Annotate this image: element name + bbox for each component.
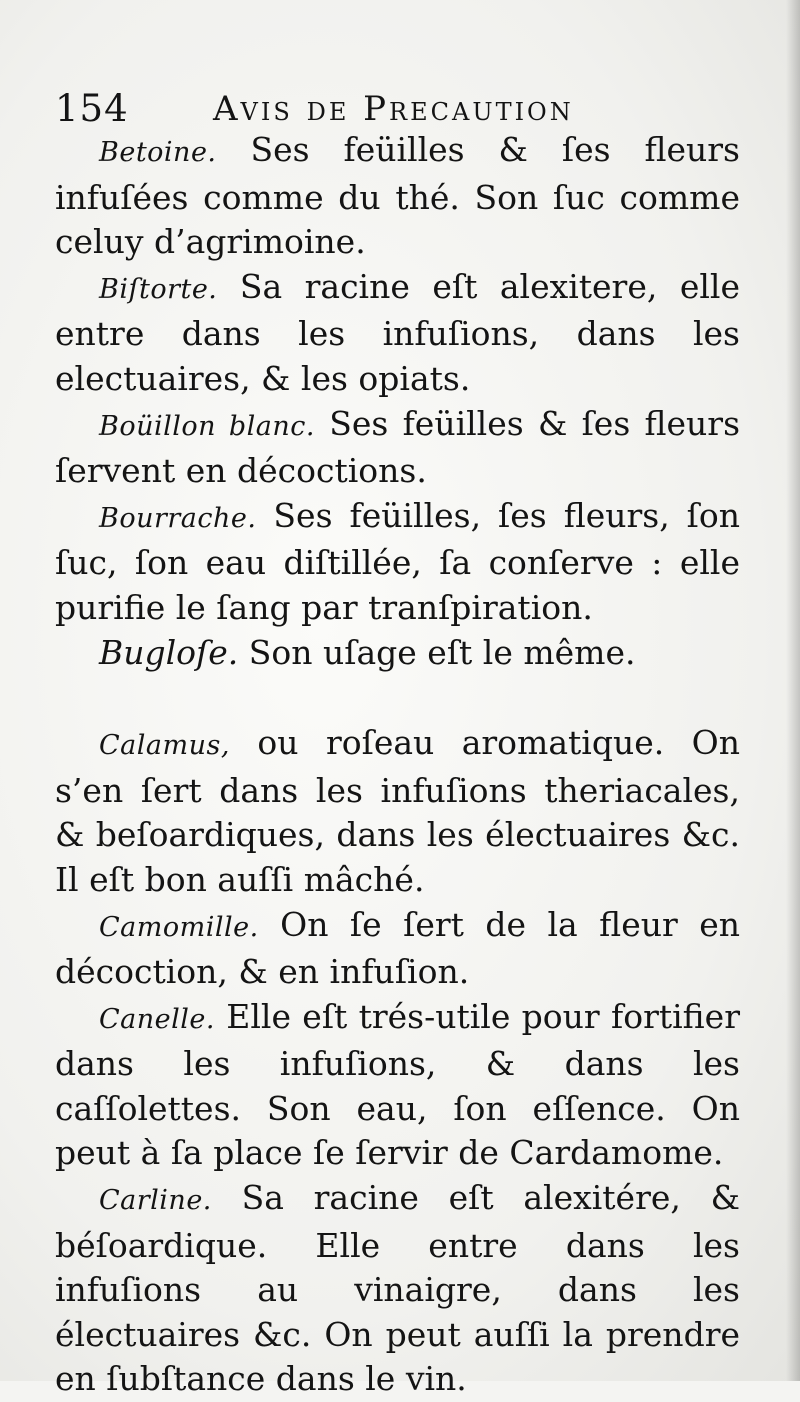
entry-term: Calamus,	[99, 730, 230, 762]
body-text	[55, 128, 740, 1402]
entry-bouillon-blanc	[55, 402, 740, 494]
entry-text: On ſe ſert de la fleur en décoction, & en infuſion.	[55, 904, 740, 992]
entry-term: Boüillon blanc.	[99, 410, 315, 442]
entry-text: ou roſeau aromatique. On s’en ſert dans les infuſions theriacales, & beſoardiques, dans les électuaires &c. Il eſt bon auſſi mâché.	[55, 723, 740, 899]
entry-camomille	[55, 903, 740, 995]
page-number: 154	[55, 87, 129, 130]
entry-term: Biſtorte.	[99, 273, 218, 305]
entry-term: Bugloſe.	[99, 632, 239, 672]
entry-text: Ses feüilles & ſes fleurs infuſées comme du thé. Son ſuc comme celuy d’agrimoine.	[55, 130, 740, 262]
entry-calamus	[55, 721, 740, 902]
entry-canelle	[55, 995, 740, 1176]
entry-bistorte	[55, 265, 740, 402]
entry-term: Canelle.	[99, 1003, 215, 1035]
entry-text: Elle eſt trés-utile pour fortifier dans les infuſions, & dans les caſſolettes. Son eau, ſon eſſence. On peut à ſa place ſe ſervir de Cardamome.	[55, 996, 740, 1173]
entry-text: Sa racine eſt alexitere, elle entre dans les infuſions, dans les electuaires, & les opiats.	[55, 266, 740, 398]
entry-carline	[55, 1176, 740, 1402]
entry-text: Sa racine eſt alexitére, & béſoardique. Elle entre dans les infuſions au vinaigre, dans les électuaires &c. On peut auſſi la prendre en ſubſtance dans le vin.	[55, 1178, 740, 1399]
entry-text: Ses feüilles, ſes fleurs, ſon ſuc, ſon eau diſtillée, ſa conſerve : elle purifie le ſang par tranſpiration.	[55, 495, 740, 627]
entry-term: Betoine.	[99, 137, 217, 168]
entry-betoine	[55, 128, 740, 265]
entry-term: Carline.	[99, 1185, 212, 1217]
entry-term: Bourrache.	[99, 502, 257, 534]
running-head	[55, 84, 745, 134]
entry-text: Ses feüilles & ſes fleurs ſervent en décoctions.	[55, 403, 741, 491]
entry-buglose	[55, 631, 740, 676]
running-title: Avis de Precaution	[213, 89, 574, 129]
page-edge-shadow	[786, 0, 800, 1381]
entry-text: Son uſage eſt le même.	[238, 632, 636, 672]
entry-term: Camomille.	[99, 911, 259, 943]
entry-bourrache	[55, 494, 740, 631]
